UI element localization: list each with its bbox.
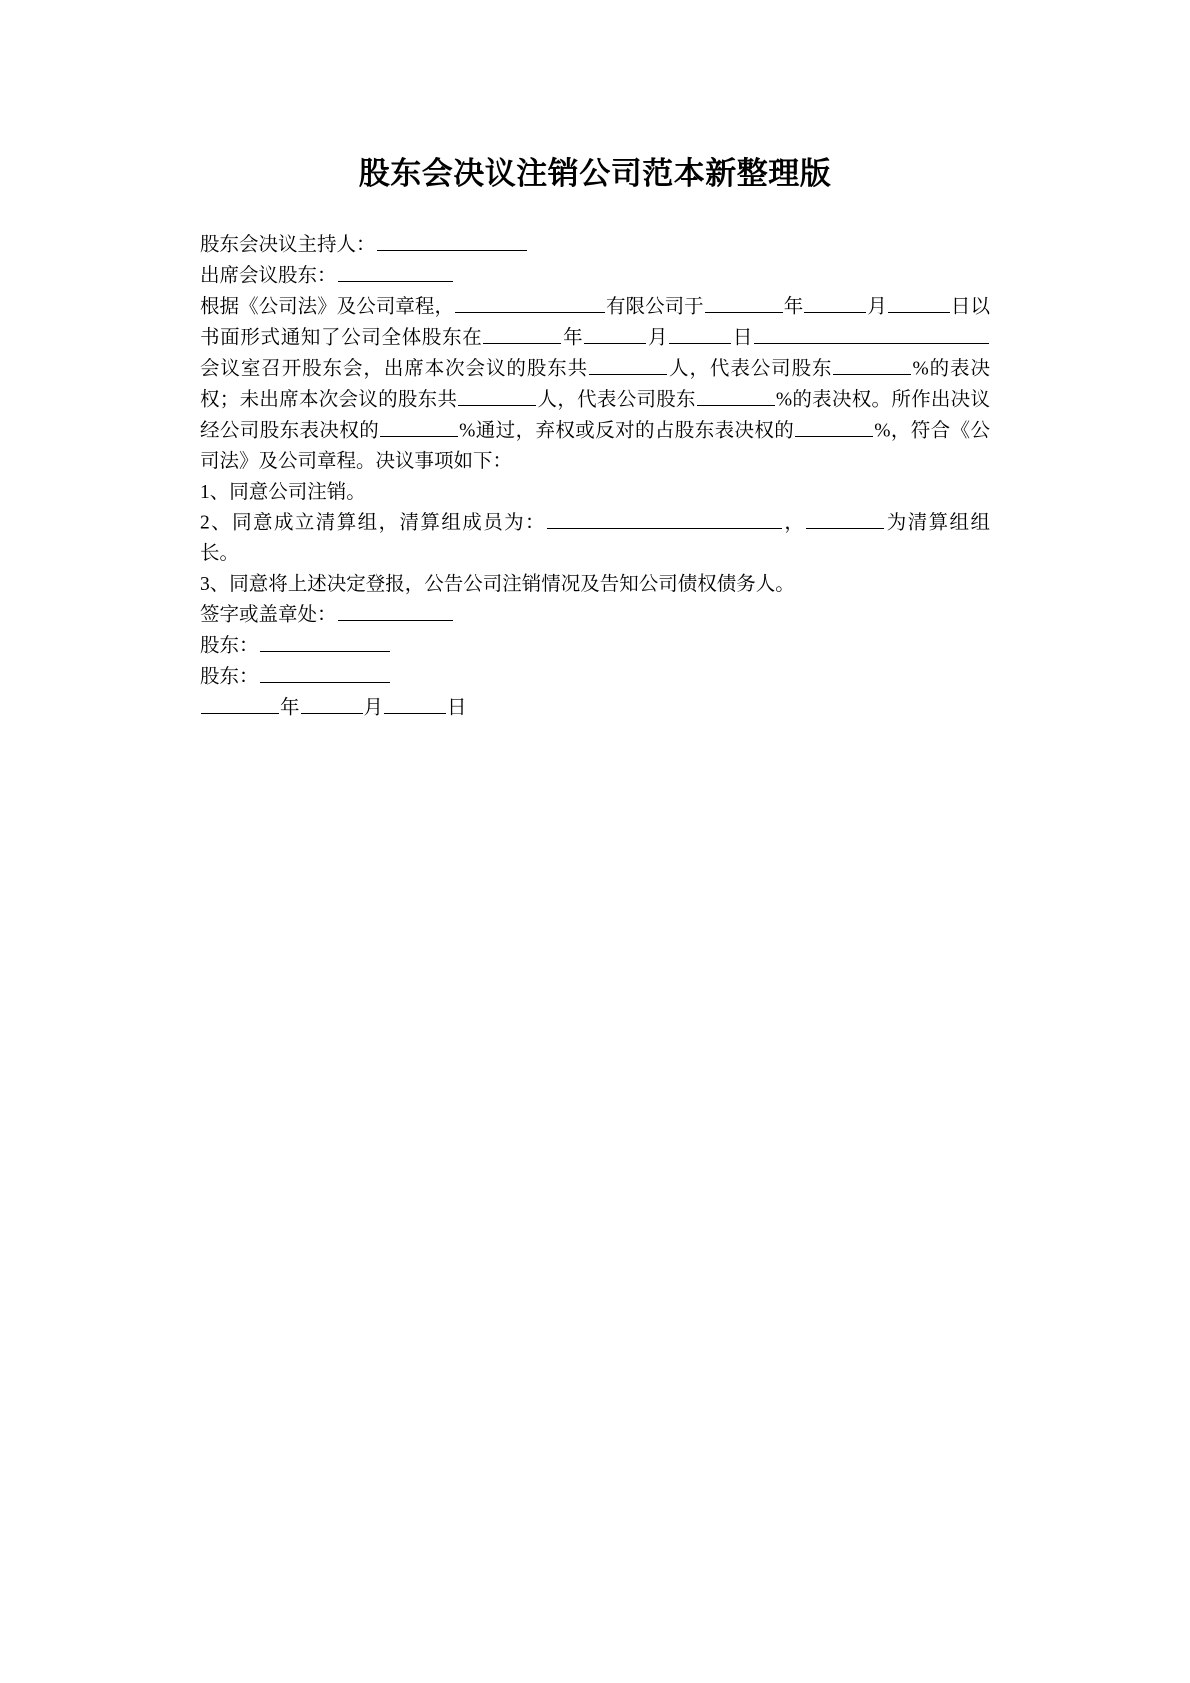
resolution-item-2 — [200, 508, 990, 570]
notice-month-blank — [804, 292, 866, 313]
p1-c: 年 — [783, 296, 804, 318]
document-body — [200, 193, 990, 724]
p1-l: 人，代表公司股东 — [537, 389, 696, 411]
signature-blank — [338, 600, 453, 621]
company-name-blank — [455, 292, 605, 313]
resolution-item-3: 3、同意将上述决定登报，公告公司注销情况及告知公司债权债务人。 — [200, 573, 795, 595]
abstain-percent-blank — [795, 416, 873, 437]
meeting-year-blank — [483, 323, 561, 344]
notice-year-blank — [705, 292, 783, 313]
attending-percent-blank — [833, 354, 911, 375]
p1-m: %的表决权。所作出决议经公司股东表决权的 — [200, 389, 990, 442]
shareholder1-label: 股东： — [200, 635, 259, 657]
p1-k: %的表决权；未出席本次会议的股东共 — [200, 358, 990, 411]
shareholder-line-2 — [200, 662, 990, 693]
p1-o: %，符合《公司法》及公司章程。决议事项如下： — [200, 420, 990, 472]
approve-percent-blank — [380, 416, 458, 437]
page-title: 股东会决议注销公司范本新整理版 — [358, 156, 832, 191]
p1-n: %通过，弃权或反对的占股东表决权的 — [459, 420, 795, 442]
shareholder1-blank — [260, 631, 390, 652]
date-line — [200, 693, 990, 724]
p1-d: 月 — [867, 296, 887, 318]
item2-a: 2、同意成立清算组，清算组成员为： — [200, 512, 546, 534]
sign-day-blank — [384, 693, 446, 714]
meeting-room-blank — [754, 323, 989, 344]
main-paragraph — [200, 292, 990, 478]
p1-b: 有限公司于 — [605, 296, 704, 318]
shareholder2-label: 股东： — [200, 666, 259, 688]
signature-label: 签字或盖章处： — [200, 604, 337, 626]
date-month: 月 — [363, 697, 384, 719]
attendees-line — [200, 261, 990, 292]
p1-j: 人，代表公司股东 — [668, 358, 833, 380]
shareholder-line-1 — [200, 631, 990, 662]
date-day: 日 — [447, 697, 467, 719]
p1-f: 年 — [562, 327, 584, 349]
meeting-month-blank — [584, 323, 646, 344]
p1-a: 根据《公司法》及公司章程， — [200, 296, 454, 318]
liquidation-members-blank — [547, 508, 782, 529]
absent-percent-blank — [697, 385, 775, 406]
date-year: 年 — [280, 697, 300, 719]
host-label: 股东会决议主持人： — [200, 234, 376, 256]
p1-g: 月 — [647, 327, 669, 349]
p1-h: 日 — [732, 327, 753, 349]
resolution-item-1: 1、同意公司注销。 — [200, 481, 366, 503]
absent-count-blank — [458, 385, 536, 406]
attendees-blank — [338, 261, 453, 282]
signature-line — [200, 600, 990, 631]
meeting-day-blank — [669, 323, 731, 344]
notice-day-blank — [888, 292, 950, 313]
attending-count-blank — [589, 354, 667, 375]
item2-b: ， — [782, 512, 806, 534]
p1-i: 会议室召开股东会，出席本次会议的股东共 — [200, 358, 589, 380]
p1-e: 日以书面形式通知了公司全体股东在 — [200, 296, 990, 349]
host-line — [200, 230, 990, 261]
host-blank — [377, 230, 527, 251]
shareholder2-blank — [260, 662, 390, 683]
item2-c: 为清算组组长。 — [200, 512, 990, 564]
sign-year-blank — [201, 693, 279, 714]
liquidation-leader-blank — [806, 508, 884, 529]
attendees-label: 出席会议股东： — [200, 265, 337, 287]
sign-month-blank — [301, 693, 363, 714]
